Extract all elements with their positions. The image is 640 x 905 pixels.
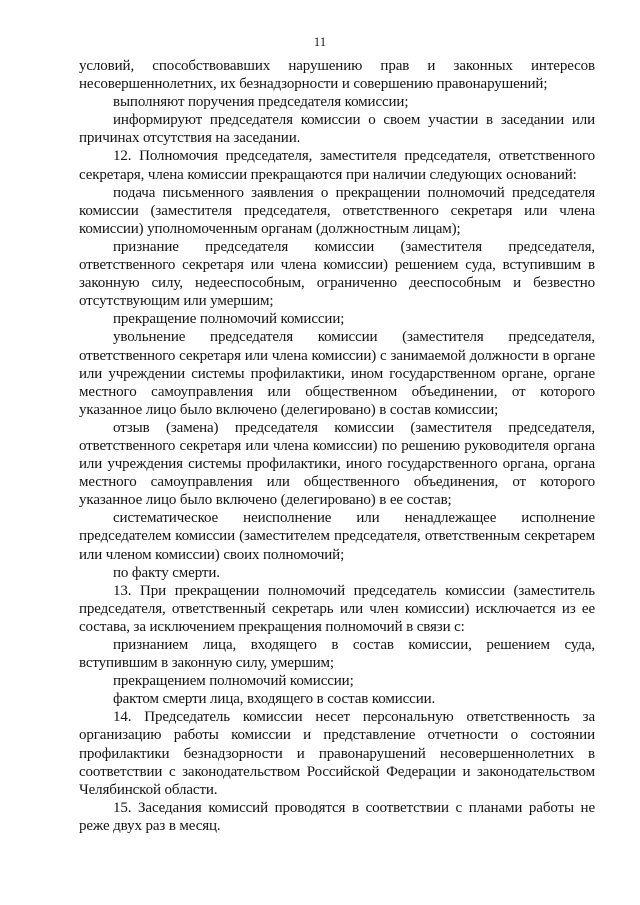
paragraph: 15. Заседания комиссий проводятся в соответствии с планами работы не реже двух раз в месяц. [79, 799, 595, 834]
paragraph: прекращением полномочий комиссии; [113, 673, 354, 690]
paragraph: условий, способствовавших нарушению прав и законных интересов несовершеннолетних, их безнадзорности и совершению правонарушений; [79, 58, 595, 93]
paragraph: информируют председателя комиссии о своем участии в заседании или причинах отсутствия на заседании. [79, 112, 595, 147]
paragraph: подача письменного заявления о прекращении полномочий председателя комиссии (заместителя председателя, ответственного секретаря или члена комиссии) уполномоченным органам (должностным лицам); [79, 184, 595, 237]
paragraph: увольнение председателя комиссии (заместителя председателя, ответственного секретаря или члена комиссии) с занимаемой должности в органе или учреждении системы профилактики, ином государственном органе, органе местного самоуправления или общественном объединении, от которого указанное лицо было включено (делегировано) в состав комиссии; [79, 329, 595, 418]
paragraph: систематическое неисполнение или ненадлежащее исполнение председателем комиссии (заместителем председателя, ответственным секретарем или членом комиссии) своих полномочий; [79, 510, 595, 563]
paragraph: признание председателя комиссии (заместителя председателя, ответственного секретаря или члена комиссии) решением суда, вступившим в законную силу, недееспособным, ограниченно дееспособным и безвестно отсутствующим или умершим; [79, 238, 595, 310]
paragraph: по факту смерти. [113, 564, 220, 581]
paragraph: 14. Председатель комиссии несет персональную ответственность за организацию работы комиссии и представление отчетности о состоянии профилактики безнадзорности и правонарушений несовершеннолетних в соответствии с законодательством Российской Федерации и законодательством Челябинской области. [79, 709, 595, 798]
paragraph: выполняют поручения председателя комиссии; [113, 94, 409, 111]
page-number: 11 [313, 34, 327, 49]
paragraph: фактом смерти лица, входящего в состав комиссии. [113, 691, 436, 708]
paragraph: отзыв (замена) председателя комиссии (заместителя председателя, ответственного секретаря или члена комиссии) по решению руководителя органа или учреждения системы профилактики, иного государственного органа, органа местного самоуправления или общественного объединения, от которого указанное лицо было включено (делегировано) в ее состав; [79, 419, 595, 509]
paragraph: прекращение полномочий комиссии; [113, 311, 345, 328]
paragraph: 12. Полномочия председателя, заместителя председателя, ответственного секретаря, члена комиссии прекращаются при наличии следующих оснований: [79, 148, 595, 183]
document-body [79, 57, 595, 835]
paragraph: признанием лица, входящего в состав комиссии, решением суда, вступившим в законную силу, умершим; [79, 637, 595, 672]
paragraph: 13. При прекращении полномочий председатель комиссии (заместитель председателя, ответственный секретарь или член комиссии) исключается из ее состава, за исключением прекращения полномочий в связи с: [79, 582, 595, 635]
